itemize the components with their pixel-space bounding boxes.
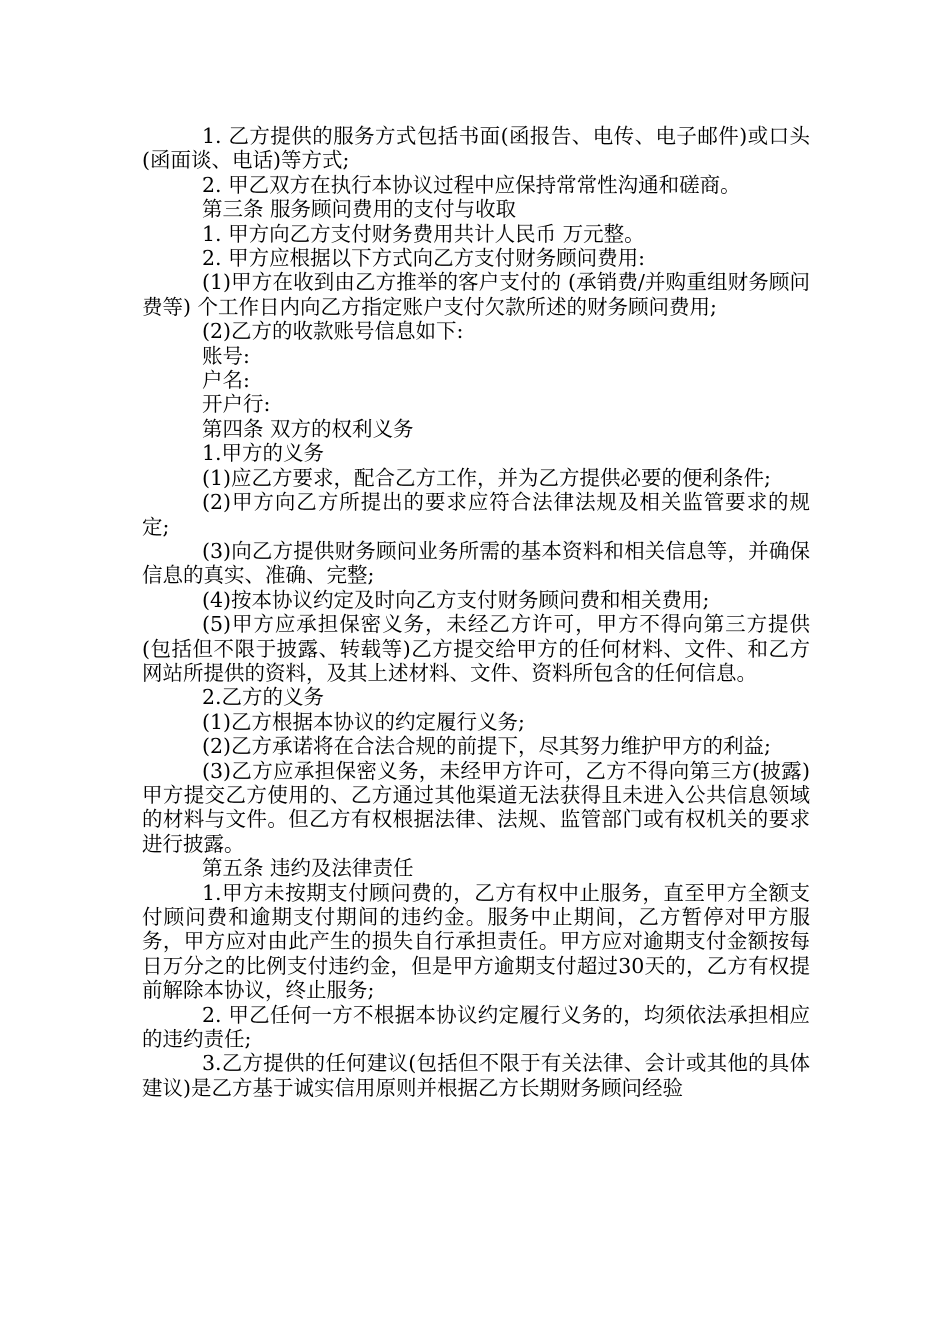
party-a-obligation-1: (1)应乙方要求，配合乙方工作，并为乙方提供必要的便利条件; <box>202 465 771 490</box>
party-b-obligation-1: (1)乙方根据本协议的约定履行义务; <box>202 709 525 734</box>
account-name-field: 户名: <box>202 368 250 393</box>
party-a-obligations-heading: 1.甲方的义务 <box>202 441 325 466</box>
breach-clause-1: 1.甲方未按期支付顾问费的，乙方有权中止服务，直至甲方全额支付顾问费和逾期支付期间的违约金。服务中止期间，乙方暂停对甲方服务，甲方应对由此产生的损失自行承担责任。甲方应对逾期支付金额按每日万分之的比例支付违约金，但是甲方逾期支付超过30天的，乙方有权提前解除本协议，终止服务; <box>142 880 810 1003</box>
party-a-obligation-4: (4)按本协议约定及时向乙方支付财务顾问费和相关费用; <box>202 587 710 612</box>
breach-clause-3: 3.乙方提供的任何建议(包括但不限于有关法律、会计或其他的具体建议)是乙方基于诚实信用原则并根据乙方长期财务顾问经验 <box>142 1051 810 1100</box>
clause-communication: 2. 甲乙双方在执行本协议过程中应保持常常性沟通和磋商。 <box>202 172 741 197</box>
party-a-obligation-2: (2)甲方向乙方所提出的要求应符合法律法规及相关监管要求的规定; <box>142 490 810 539</box>
clause-payment-method: 2. 甲方应根据以下方式向乙方支付财务顾问费用: <box>202 246 645 271</box>
party-a-obligation-3: (3)向乙方提供财务顾问业务所需的基本资料和相关信息等，并确保信息的真实、准确、完整; <box>142 538 810 588</box>
article-3-heading: 第三条 服务顾问费用的支付与收取 <box>202 197 517 222</box>
article-5-heading: 第五条 违约及法律责任 <box>202 856 414 881</box>
clause-account-info: (2)乙方的收款账号信息如下: <box>202 319 464 344</box>
article-4-heading: 第四条 双方的权利义务 <box>202 416 414 441</box>
document-body <box>142 124 810 1100</box>
party-b-obligation-2: (2)乙方承诺将在合法合规的前提下，尽其努力维护甲方的利益; <box>202 734 771 759</box>
clause-payment-timing: (1)甲方在收到由乙方推举的客户支付的 (承销费/并购重组财务顾问费等) 个工作日内向乙方指定账户支付欠款所述的财务顾问费用; <box>142 270 810 319</box>
breach-clause-2: 2. 甲乙任何一方不根据本协议约定履行义务的，均须依法承担相应的违约责任; <box>142 1002 810 1052</box>
party-b-obligation-3: (3)乙方应承担保密义务，未经甲方许可，乙方不得向第三方(披露)甲方提交乙方使用的、乙方通过其他渠道无法获得且未进入公共信息领域的材料与文件。但乙方有权根据法律、法规、监管部门或有权机关的要求进行披露。 <box>142 758 810 856</box>
party-b-obligations-heading: 2.乙方的义务 <box>202 685 325 710</box>
party-a-obligation-5: (5)甲方应承担保密义务，未经乙方许可，甲方不得向第三方提供(包括但不限于披露、转载等)乙方提交给甲方的任何材料、文件、和乙方网站所提供的资料，及其上述材料、文件、资料所包含的任何信息。 <box>142 612 810 685</box>
clause-service-method: 1. 乙方提供的服务方式包括书面(函报告、电传、电子邮件)或口头(函面谈、电话)等方式; <box>142 124 810 173</box>
bank-field: 开户行: <box>202 392 271 417</box>
account-number-field: 账号: <box>202 343 250 368</box>
clause-fee-total: 1. 甲方向乙方支付财务费用共计人民币 万元整。 <box>202 221 645 246</box>
